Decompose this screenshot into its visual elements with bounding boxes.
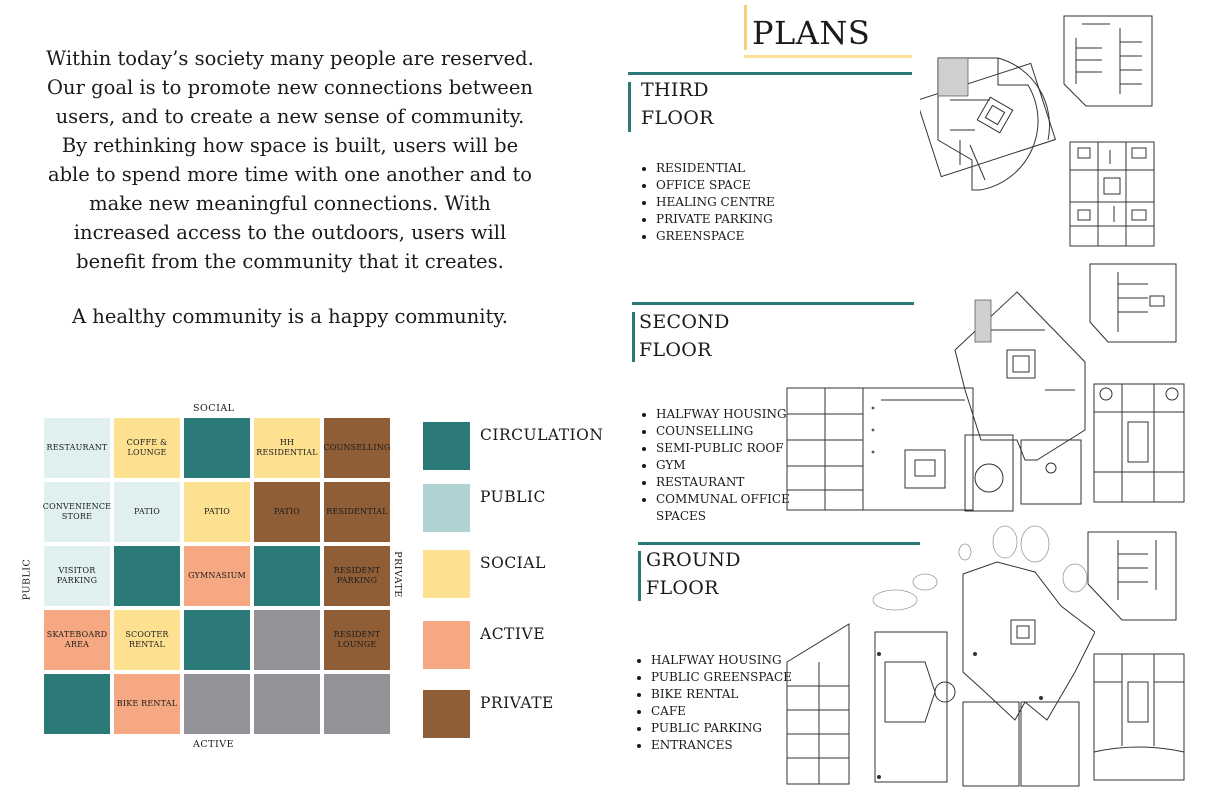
matrix-cell: CONVENIENCE STORE (44, 482, 110, 542)
program-list-item: • ENTRANCES (651, 737, 792, 754)
ground-floor-line2: FLOOR (646, 577, 719, 599)
third-floor-residential-drawing (1068, 140, 1156, 248)
matrix-cell (254, 546, 320, 606)
ground-floor-residential-drawing (1092, 652, 1186, 784)
program-list-item: • PRIVATE PARKING (656, 211, 775, 228)
second-floor-drawing (785, 290, 1095, 515)
ground-floor-drawing (785, 522, 1095, 790)
program-list-item: • HALFWAY HOUSING (656, 406, 806, 423)
matrix-cell: COFFE & LOUNGE (114, 418, 180, 478)
matrix-cell: PATIO (184, 482, 250, 542)
matrix-cell (114, 546, 180, 606)
second-floor-residential-drawing (1092, 382, 1186, 504)
ground-floor-bar (638, 551, 641, 601)
axis-right-label: PRIVATE (391, 551, 403, 598)
legend-swatch-public (423, 484, 470, 532)
plans-title-rule (744, 55, 912, 58)
matrix-cell: BIKE RENTAL (114, 674, 180, 734)
third-floor-line1: THIRD (641, 79, 709, 101)
legend-label-active: ACTIVE (480, 625, 546, 643)
program-list-item: • RESIDENTIAL (656, 160, 775, 177)
matrix-cell (184, 610, 250, 670)
program-list-item: • CAFE (651, 703, 792, 720)
ground-floor-line1: GROUND (646, 549, 741, 571)
third-floor-line2: FLOOR (641, 107, 714, 129)
legend-label-private: PRIVATE (480, 694, 554, 712)
program-list-item: • BIKE RENTAL (651, 686, 792, 703)
third-floor-program-list (638, 160, 775, 245)
third-floor-residential-plan (1068, 140, 1156, 248)
program-list-item: • OFFICE SPACE (656, 177, 775, 194)
legend-swatch-active (423, 621, 470, 669)
intro-paragraph: Within today’s society many people are reserved. Our goal is to promote new connections between users, and to create a new sense of community. By rethinking how space is built, users will be able to spend more time with one another and to make new meaningful connections. With increased access to the outdoors, users will benefit from the community that it creates. (46, 47, 534, 273)
matrix-cell (184, 674, 250, 734)
matrix-cell: VISITOR PARKING (44, 546, 110, 606)
matrix-cell: GYMNASIUM (184, 546, 250, 606)
third-floor-rule (628, 72, 912, 75)
ground-floor-plan (785, 522, 1095, 790)
third-floor-plan-main-drawing (920, 40, 1060, 200)
axis-bottom-label: ACTIVE (193, 739, 235, 750)
matrix-cell: SCOOTER RENTAL (114, 610, 180, 670)
matrix-cell: HH RESIDENTIAL (254, 418, 320, 478)
third-floor-parking-drawing (1062, 14, 1154, 108)
slogan: A healthy community is a happy community. (72, 305, 508, 328)
matrix-cell: RESIDENTIAL (324, 482, 390, 542)
ground-floor-parking-plan (1086, 530, 1178, 622)
matrix-cell: RESIDENT PARKING (324, 546, 390, 606)
ground-floor-parking-drawing (1086, 530, 1178, 622)
second-floor-line1: SECOND (639, 311, 730, 333)
zoning-matrix (44, 418, 394, 738)
matrix-cell (254, 610, 320, 670)
matrix-cell: PATIO (114, 482, 180, 542)
program-list-item: • COUNSELLING (656, 423, 806, 440)
matrix-cell (254, 674, 320, 734)
matrix-cell: PATIO (254, 482, 320, 542)
third-floor-plan-main (920, 40, 1060, 200)
second-floor-program-list (638, 406, 806, 525)
legend-label-public: PUBLIC (480, 488, 546, 506)
second-floor-heading (639, 308, 730, 364)
program-list-item: • GYM (656, 457, 806, 474)
matrix-cell: RESTAURANT (44, 418, 110, 478)
legend-label-social: SOCIAL (480, 554, 546, 572)
legend-swatch-social (423, 550, 470, 598)
matrix-cell: COUNSELLING (324, 418, 390, 478)
matrix-cell (184, 418, 250, 478)
second-floor-bar (632, 312, 635, 362)
matrix-cell: RESIDENT LOUNGE (324, 610, 390, 670)
program-list-item: • HALFWAY HOUSING (651, 652, 792, 669)
program-list-item: • COMMUNAL OFFICE SPACES (656, 491, 806, 525)
program-list-item: • HEALING CENTRE (656, 194, 775, 211)
third-floor-bar (628, 82, 631, 132)
second-floor-plan (785, 290, 1095, 515)
program-list-item: • PUBLIC GREENSPACE (651, 669, 792, 686)
program-list-item: • GREENSPACE (656, 228, 775, 245)
legend-swatch-circulation (423, 422, 470, 470)
ground-floor-program-list (633, 652, 792, 754)
matrix-cell: SKATEBOARD AREA (44, 610, 110, 670)
plans-title-bar (744, 5, 747, 50)
plans-title: PLANS (752, 14, 871, 52)
second-floor-line2: FLOOR (639, 339, 712, 361)
legend-label-circulation: CIRCULATION (480, 426, 604, 444)
second-floor-residential-plan (1092, 382, 1186, 504)
ground-floor-heading (646, 546, 741, 602)
program-list-item: • SEMI-PUBLIC ROOF (656, 440, 806, 457)
program-list-item: • RESTAURANT (656, 474, 806, 491)
second-floor-parking-drawing (1088, 262, 1178, 344)
matrix-cell (44, 674, 110, 734)
program-list-item: • PUBLIC PARKING (651, 720, 792, 737)
ground-floor-residential-plan (1092, 652, 1186, 784)
second-floor-parking-plan (1088, 262, 1178, 344)
third-floor-parking-plan (1062, 14, 1154, 108)
third-floor-heading (641, 76, 714, 132)
legend-swatch-private (423, 690, 470, 738)
matrix-cell (324, 674, 390, 734)
axis-top-label: SOCIAL (193, 403, 235, 414)
axis-left-label: PUBLIC (21, 558, 33, 601)
